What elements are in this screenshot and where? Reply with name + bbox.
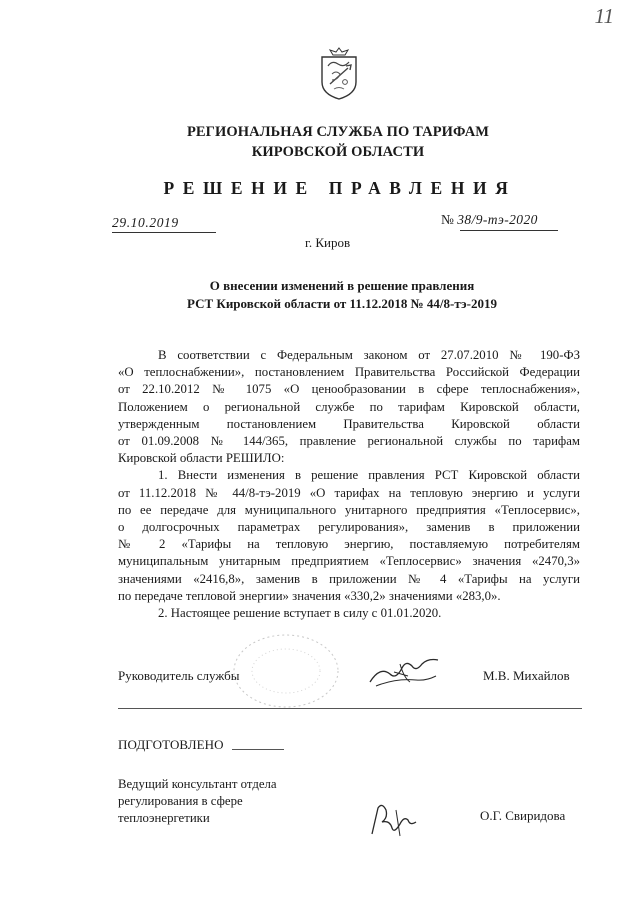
body-line: Кировской области РЕШИЛО: bbox=[118, 451, 285, 466]
organization-name bbox=[0, 122, 640, 162]
kirov-oblast-coat-of-arms-icon bbox=[318, 44, 360, 102]
signer-name: М.В. Михайлов bbox=[483, 668, 570, 683]
stamp-impression bbox=[230, 632, 342, 710]
item2-line: 2. Настоящее решение вступает в силу с 01.01.2020. bbox=[158, 606, 442, 621]
handwritten-signature bbox=[366, 652, 442, 690]
item1-line: муниципальным унитарным предприятием «Теплосервис» значения «2470,3» bbox=[118, 554, 580, 569]
item1-line: 1. Внести изменения в решение правления РСТ Кировской области bbox=[158, 468, 580, 483]
consultant-name: О.Г. Свиридова bbox=[480, 808, 566, 823]
prepared-underline bbox=[232, 749, 284, 750]
body-line: В соответствии с Федеральным законом от 27.07.2010 № 190-ФЗ bbox=[158, 348, 580, 362]
city: г. Киров bbox=[305, 235, 351, 250]
number-underline bbox=[460, 230, 558, 231]
consultant-position-line2: регулирования в сфере bbox=[118, 794, 243, 808]
document-number bbox=[441, 212, 538, 228]
page-number: 11 bbox=[594, 4, 614, 28]
body-line: Положением о региональной службе по тарифам Кировской области, bbox=[118, 399, 580, 414]
subject-line1: О внесении изменений в решение правления bbox=[209, 278, 475, 293]
consultant-position bbox=[118, 776, 277, 827]
subject-line2: РСТ Кировской области от 11.12.2018 № 44/8-тэ-2019 bbox=[186, 296, 497, 311]
number-value: 38/9-тэ-2020 bbox=[457, 212, 538, 227]
organization-name-line1: РЕГИОНАЛЬНАЯ СЛУЖБА ПО ТАРИФАМ bbox=[186, 124, 490, 140]
item1-line: по передаче тепловой энергии» значения «330,2» значениями «283,0». bbox=[118, 588, 501, 603]
item1-line: по ее передаче для муниципального унитарного предприятия «Теплосервис», bbox=[118, 502, 580, 517]
number-prefix: № bbox=[441, 212, 454, 227]
date-underline bbox=[112, 232, 216, 233]
document-type-text: РЕШЕНИЕ ПРАВЛЕНИЯ bbox=[163, 178, 517, 198]
document-subject bbox=[0, 277, 640, 313]
item1-line: № 2 «Тарифы на тепловую энергию, поставляемую потребителям bbox=[118, 537, 580, 552]
prepared-label: ПОДГОТОВЛЕНО bbox=[118, 737, 224, 752]
body-line: утвержденным постановлением Правительства Кировской области bbox=[118, 416, 580, 431]
item1-line: о долгосрочных параметрах регулирования», заменив в приложении bbox=[118, 520, 580, 535]
organization-name-line2: КИРОВСКОЙ ОБЛАСТИ bbox=[251, 144, 425, 160]
document-date: 29.10.2019 bbox=[112, 215, 179, 230]
body-line: «О теплоснабжении», постановлением Правительства Российской Федерации bbox=[118, 365, 580, 380]
item1-line: значениями «2416,8», заменив в приложении № 4 «Тарифы на услуги bbox=[118, 571, 580, 586]
signer-title: Руководитель службы bbox=[118, 668, 240, 683]
divider bbox=[118, 708, 582, 709]
document-type bbox=[0, 178, 640, 199]
handwritten-signature-consultant bbox=[366, 800, 422, 838]
body-line: от 01.09.2008 № 144/365, правление региональной службы по тарифам bbox=[118, 434, 580, 449]
consultant-position-line3: теплоэнергетики bbox=[118, 811, 210, 825]
document-body bbox=[118, 347, 580, 622]
item1-line: от 11.12.2018 № 44/8-тэ-2019 «О тарифах на тепловую энергию и услуги bbox=[118, 485, 580, 500]
consultant-position-line1: Ведущий консультант отдела bbox=[118, 777, 277, 791]
body-line: от 22.10.2012 № 1075 «О ценообразовании в сфере теплоснабжения», bbox=[118, 382, 580, 397]
